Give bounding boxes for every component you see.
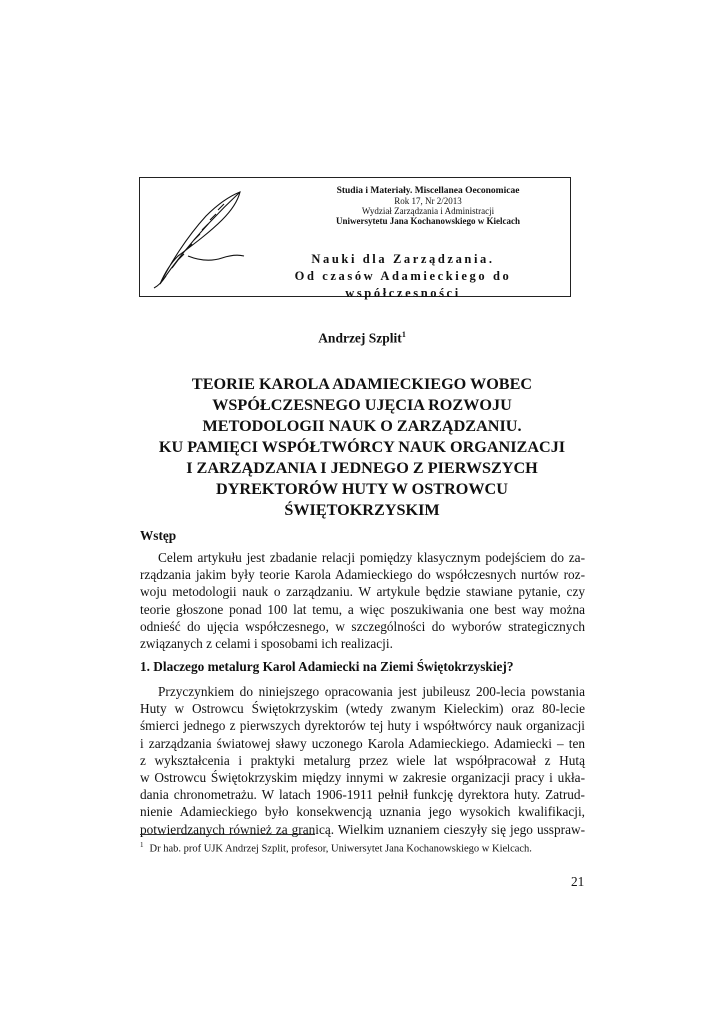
text-line: Huty w Ostrowcu Świętokrzyskim (wtedy zwanym Kieleckim) oraz 80-lecie: [140, 701, 585, 717]
footnote-divider: [140, 834, 315, 835]
quill-pen-logo: [148, 186, 248, 290]
text-line: odnieść do ujęcia współczesnego, w szczególności do wyborów strategicznych: [140, 618, 585, 634]
text-line: związanych z celami i sposobami ich realizacji.: [140, 636, 393, 652]
text-line: rządzania jakim były teorie Karola Adamieckiego do współczesnych nurtów roz-: [140, 567, 585, 583]
title-line: DYREKTORÓW HUTY W OSTROWCU: [216, 480, 508, 498]
text-line: potwierdzanych również za granicą. Wielkim uznaniem cieszyły się jego usspraw-: [140, 821, 585, 837]
text-line: śmierci jednego z pierwszych dyrektorów tej huty i współtwórcy nauk organizacji: [140, 718, 585, 734]
text-line: dania chronometrażu. W latach 1906-1911 pełnił funkcję dyrektora huty. Zatrud-: [140, 787, 585, 803]
journal-header-box: [139, 177, 571, 300]
text-line: Przyczynkiem do niniejszego opracowania jest jubileusz 200-lecia powstania: [158, 684, 585, 699]
title-line: TEORIE KAROLA ADAMIECKIEGO WOBEC: [191, 375, 533, 393]
section-1-paragraph: [140, 683, 585, 838]
journal-name: Studia i Materiały. Miscellanea Oeconomicae: [336, 186, 520, 196]
journal-faculty: Wydział Zarządzania i Administracji: [361, 206, 495, 216]
series-title-line: Nauki dla Zarządzania.: [311, 252, 495, 266]
text-line: i zarządzania światowej sławy uczonego Karola Adamieckiego. Adamiecki – ten: [140, 735, 585, 751]
section-heading-intro: Wstęp: [140, 528, 177, 543]
article-title: [150, 374, 574, 521]
title-line: KU PAMIĘCI WSPÓŁTWÓRCY NAUK ORGANIZACJI: [158, 438, 566, 456]
footnote-text: Dr hab. prof UJK Andrzej Szplit, profesor, Uniwersytet Jana Kochanowskiego w Kielcach.: [149, 843, 532, 855]
text-line: Celem artykułu jest zbadanie relacji pomiędzy klasycznym podejściem do za-: [158, 550, 585, 565]
author-name: Andrzej Szplit$^1$: [318, 330, 406, 346]
journal-info: [290, 186, 566, 226]
text-line: woju metodologii nauk o zarządzaniu. W artykule będzie stawiane pytanie, czy: [140, 584, 585, 600]
footnote: [140, 841, 532, 855]
text-line: w Ostrowcu Świętokrzyskim między innymi w zakresie organizacji pracy i ukła-: [140, 770, 585, 786]
title-line: METODOLOGII NAUK O ZARZĄDZANIU.: [202, 417, 522, 435]
journal-series-title: [240, 251, 566, 302]
section-heading-1: 1. Dlaczego metalurg Karol Adamiecki na Ziemi Świętokrzyskiej?: [140, 659, 514, 674]
series-title-line: Od czasów Adamieckiego do współczesności: [294, 269, 512, 300]
title-line: WSPÓŁCZESNEGO UJĘCIA ROZWOJU: [212, 396, 512, 414]
text-line: teorie głoszone ponad 100 lat temu, a więc poszukiwania one best way można: [140, 601, 585, 617]
title-line: ŚWIĘTOKRZYSKIM: [284, 501, 440, 519]
page-number: 21: [571, 874, 585, 889]
footnote-mark: 1: [140, 841, 144, 849]
intro-paragraph: [140, 549, 585, 652]
text-line: nienie Adamieckiego było konsekwencją uznania jego wysokich kwalifikacji,: [140, 804, 585, 820]
text-line: z wykształcenia i praktyki metalurg przez wiele lat współpracował z Hutą: [140, 752, 585, 768]
author-footnote-mark: 1: [401, 330, 406, 339]
title-line: I ZARZĄDZANIA I JEDNEGO Z PIERWSZYCH: [186, 459, 538, 477]
journal-university: Uniwersytetu Jana Kochanowskiego w Kielcach: [336, 216, 520, 226]
journal-issue: Rok 17, Nr 2/2013: [394, 196, 462, 206]
